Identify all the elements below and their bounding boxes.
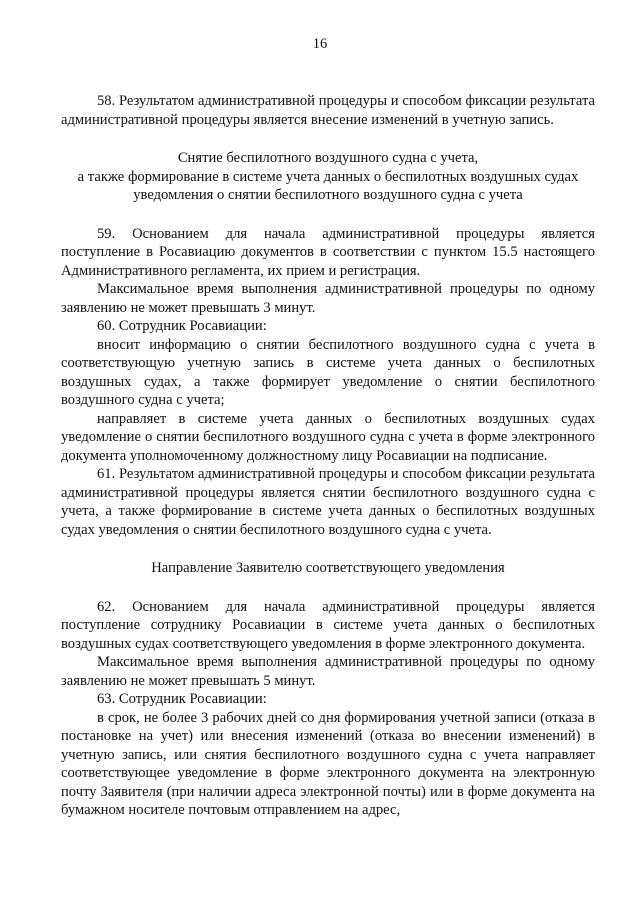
document-body [61, 92, 595, 820]
section-heading-deregistration-line2: а также формирование в системе учета данных о беспилотных воздушных судах [77, 168, 579, 185]
paragraph-60-item-a: вносит информацию о снятии беспилотного воздушного судна с учета в соответствующую учетную запись в системе учета данных о беспилотных воздушных судах, а также формирует уведомление о снятии беспилотного воздушного судна с учета; [61, 336, 595, 408]
section-heading-deregistration-line1: Снятие беспилотного воздушного судна с учета, [177, 150, 479, 166]
page-number: 16 [312, 36, 328, 52]
paragraph-59: 59. Основанием для начала административной процедуры является поступление в Росавиацию документов в соответствии с пунктом 15.5 настоящего Административного регламента, их прием и регистрация. [61, 225, 595, 279]
paragraph-63-item-a: в срок, не более 3 рабочих дней со дня формирования учетной записи (отказа в постановке на учет) или внесения изменений (отказа во внесении изменений) в учетную запись, или снятия беспилотного воздушного судна с учета направляет соответствующее уведомление в форме электронного документа на электронную почту Заявителя (при наличии адреса электронной почты) или в форме документа на бумажном носителе почтовым отправлением на адрес, [61, 709, 595, 818]
paragraph-62-time-limit: Максимальное время выполнения административной процедуры по одному заявлению не может превышать 5 минут. [61, 654, 595, 689]
paragraph-58: 58. Результатом административной процедуры и способом фиксации результата административной процедуры является внесение изменений в учетную запись. [61, 93, 595, 128]
paragraph-60: 60. Сотрудник Росавиации: [97, 318, 267, 334]
paragraph-60-item-b: направляет в системе учета данных о беспилотных воздушных судах уведомление о снятии беспилотного воздушного судна с учета в форме электронного документа уполномоченному должностному лицу Росавиации на подписание. [61, 410, 595, 464]
paragraph-61: 61. Результатом административной процедуры и способом фиксации результата административной процедуры является снятии беспилотного воздушного судна с учета, а также формирование в системе учета данных о беспилотных воздушных судах уведомления о снятии беспилотного воздушного судна с учета. [61, 466, 595, 538]
paragraph-63: 63. Сотрудник Росавиации: [97, 691, 267, 707]
section-heading-deregistration-line3: уведомления о снятии беспилотного воздушного судна с учета [133, 187, 523, 203]
paragraph-62: 62. Основанием для начала административной процедуры является поступление сотруднику Росавиации в системе учета данных о беспилотных воздушных судах соответствующего уведомления в форме электронного документа. [61, 598, 595, 652]
section-heading-notification: Направление Заявителю соответствующего уведомления [151, 560, 505, 576]
paragraph-59-time-limit: Максимальное время выполнения административной процедуры по одному заявлению не может превышать 3 минут. [61, 281, 595, 316]
